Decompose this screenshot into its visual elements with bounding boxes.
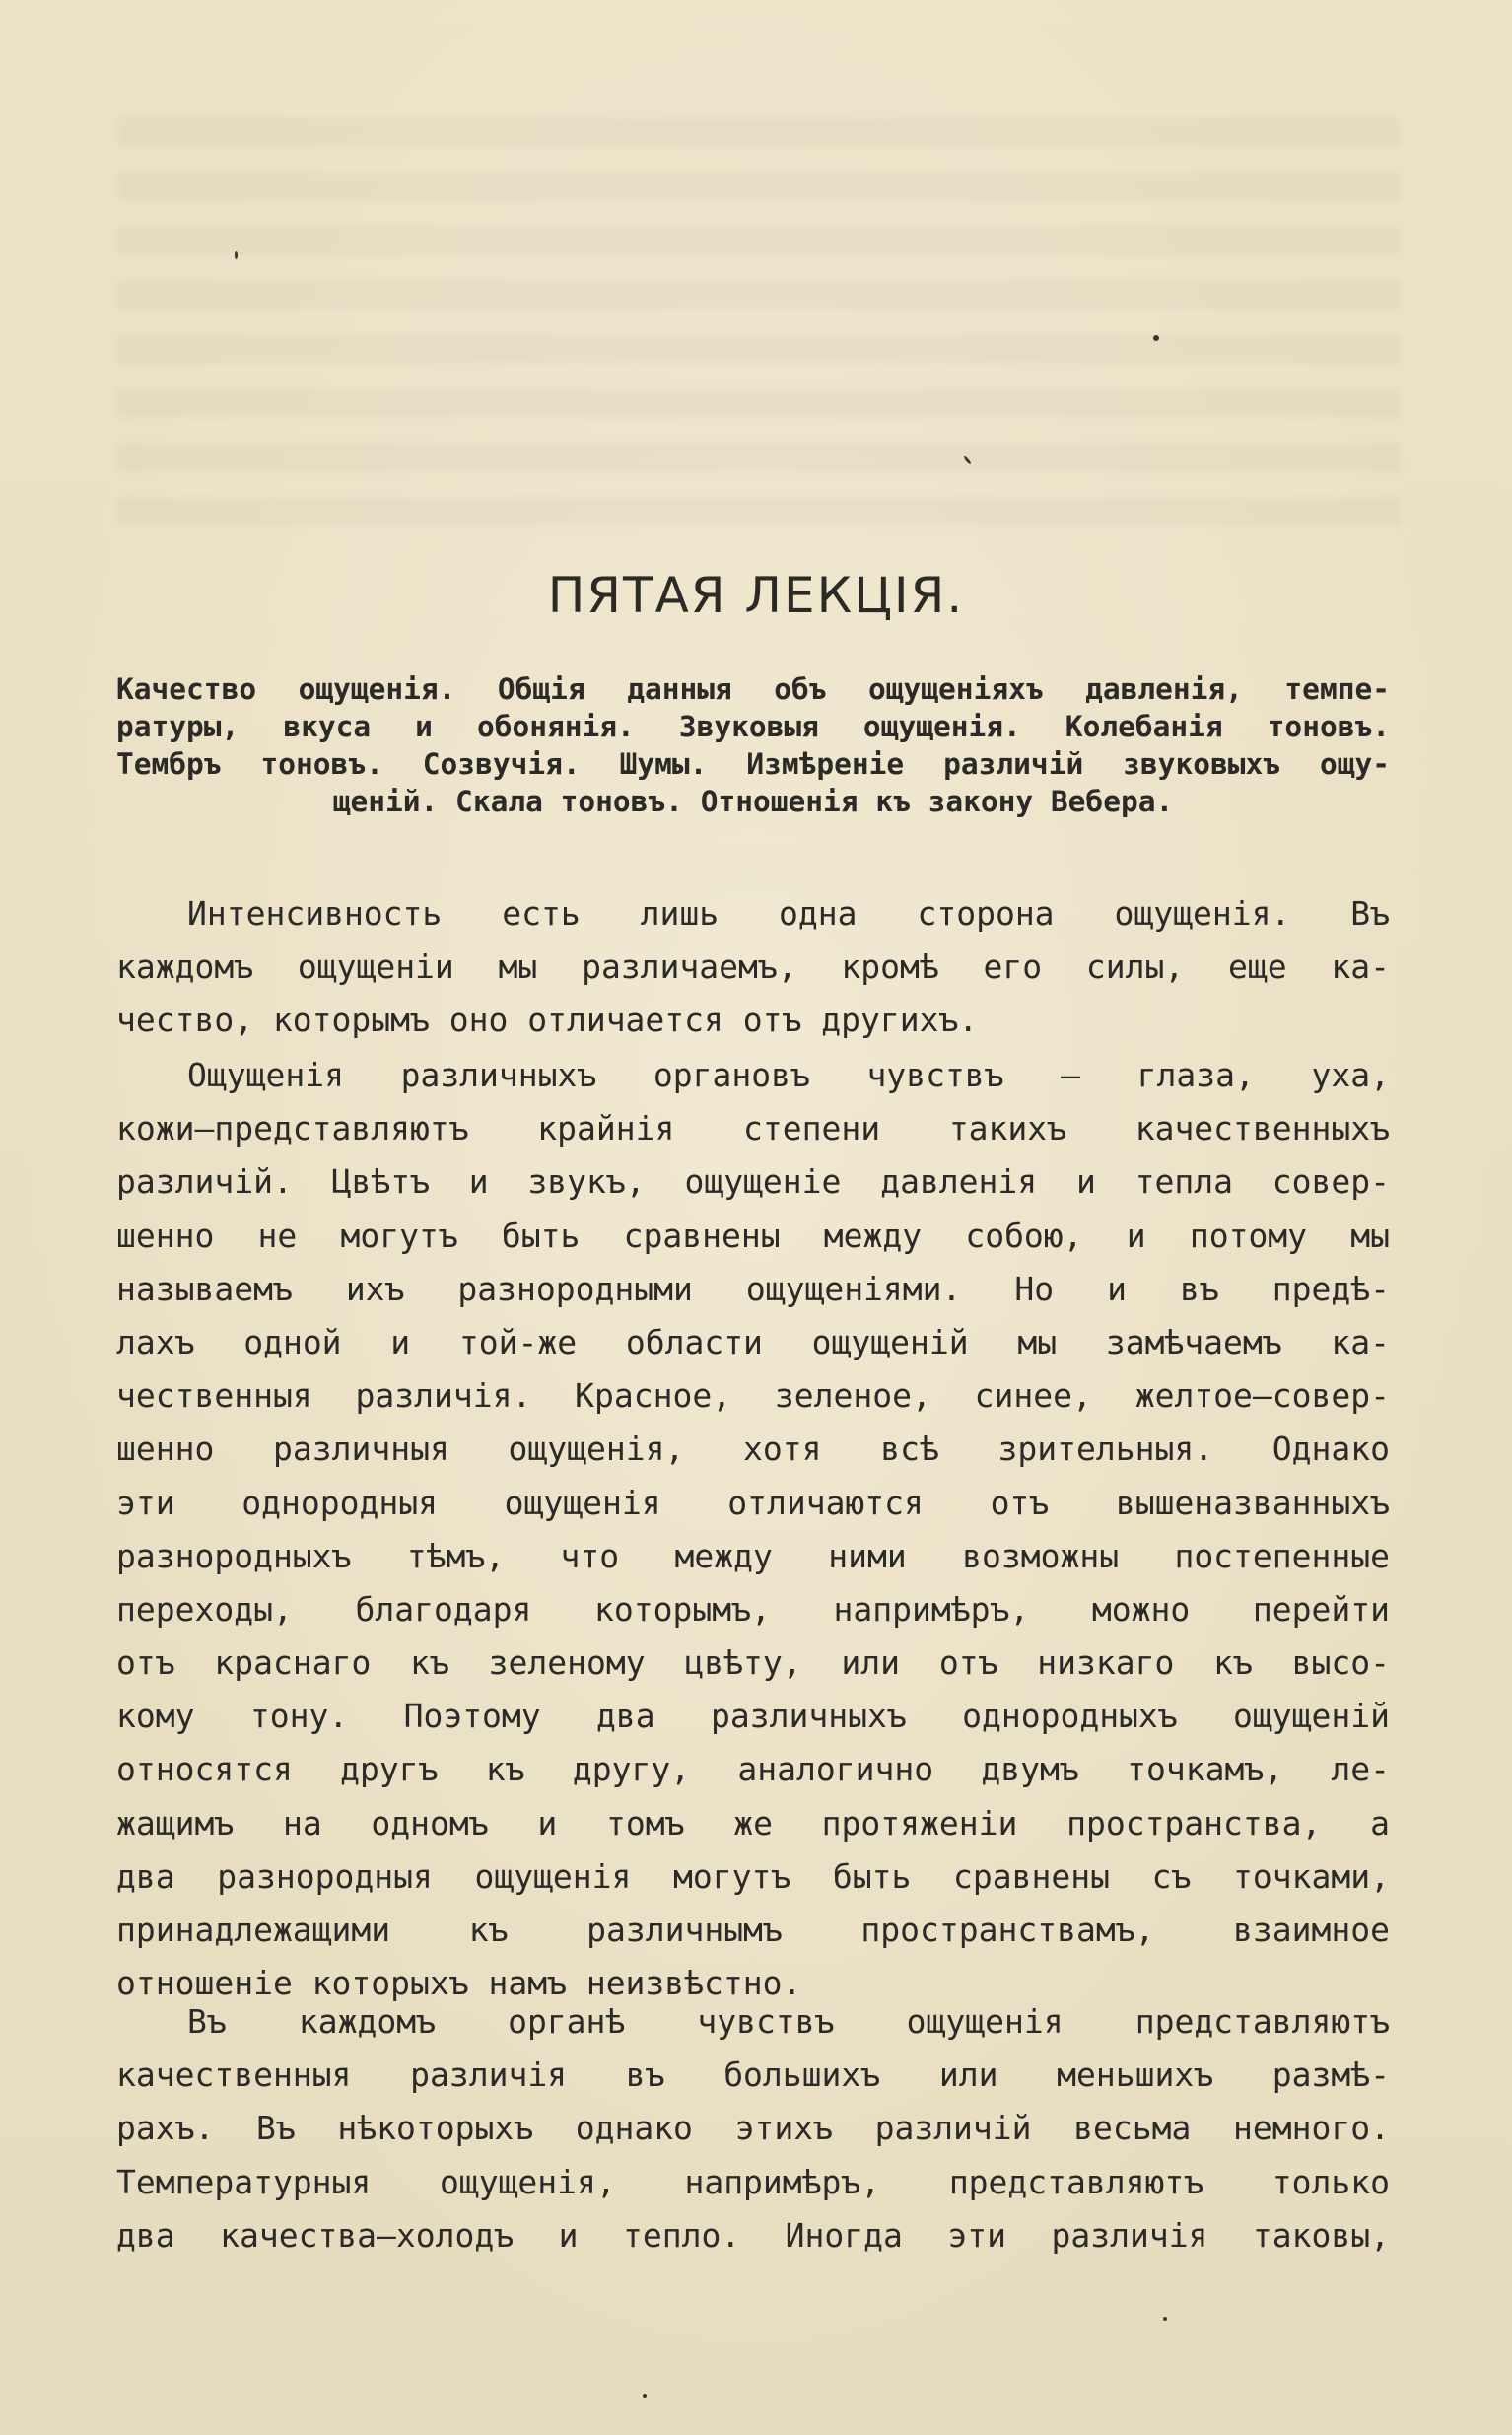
text-line: два разнородныя ощущенія могутъ быть сравнены съ точками, <box>116 1856 1390 1896</box>
text-line: Температурныя ощущенія, напримѣръ, представляютъ только <box>116 2162 1390 2201</box>
text-line: два качества—холодъ и тепло. Иногда эти различія таковы, <box>116 2215 1390 2255</box>
bleed-through-line <box>118 118 1400 146</box>
bleed-through-line <box>118 444 1400 471</box>
bleed-through-line <box>118 389 1400 417</box>
text-line: лахъ одной и той-же области ощущеній мы замѣчаемъ ка- <box>116 1322 1390 1361</box>
text-line: отношеніе которыхъ намъ неизвѣстно. <box>116 1964 802 2003</box>
text-line: Интенсивность есть лишь одна сторона ощущенія. Въ <box>187 894 1390 933</box>
chapter-title: ПЯТАЯ ЛЕКЦІЯ. <box>547 567 965 624</box>
text-line: Ощущенія различныхъ органовъ чувствъ — глаза, уха, <box>187 1056 1390 1094</box>
scan-speck <box>1153 335 1159 341</box>
text-line: эти однородныя ощущенія отличаются отъ вышеназванныхъ <box>116 1483 1390 1522</box>
summary-line: ратуры, вкуса и обонянія. Звуковыя ощущенія. Колебанія тоновъ. <box>116 710 1390 743</box>
text-line: чественныя различія. Красное, зеленое, синее, желтое—совер- <box>116 1376 1390 1416</box>
text-line: шенно различныя ощущенія, хотя всѣ зрительныя. Однако <box>116 1429 1390 1469</box>
text-line: каждомъ ощущеніи мы различаемъ, кромѣ его силы, еще ка- <box>116 947 1390 987</box>
summary-line: щеній. Скала тоновъ. Отношенія къ закону Вебера. <box>332 785 1174 818</box>
text-line: чество, которымъ оно отличается отъ другихъ. <box>116 1001 979 1040</box>
bleed-through-line <box>118 498 1400 525</box>
summary-line: Качество ощущенія. Общія данныя объ ощущеніяхъ давленія, темпе- <box>116 672 1390 706</box>
text-line: принадлежащими къ различнымъ пространствамъ, взаимное <box>116 1911 1390 1949</box>
text-line: качественныя различія въ большихъ или меньшихъ размѣ- <box>116 2055 1390 2095</box>
paragraph-3 <box>116 1995 1390 2262</box>
text-line: отъ краснаго къ зеленому цвѣту, или отъ низкаго къ высо- <box>116 1643 1390 1683</box>
text-line: жащимъ на одномъ и томъ же протяженіи пространства, а <box>116 1803 1390 1843</box>
text-line: называемъ ихъ разнородными ощущеніями. Но и въ предѣ- <box>116 1269 1390 1308</box>
text-line: переходы, благодаря которымъ, напримѣръ, можно перейти <box>116 1589 1390 1629</box>
text-line: относятся другъ къ другу, аналогично двумъ точкамъ, ле- <box>116 1750 1390 1789</box>
chapter-summary <box>116 670 1390 820</box>
text-line: разнородныхъ тѣмъ, что между ними возможны постепенные <box>116 1536 1390 1575</box>
text-line: кому тону. Поэтому два различныхъ однородныхъ ощущеній <box>116 1697 1390 1736</box>
text-line: кожи—представляютъ крайнія степени такихъ качественныхъ <box>116 1109 1390 1148</box>
text-line: рахъ. Въ нѣкоторыхъ однако этихъ различій весьма немного. <box>116 2109 1390 2148</box>
bleed-through-line <box>118 227 1400 254</box>
text-line: различій. Цвѣтъ и звукъ, ощущеніе давленія и тепла совер- <box>116 1162 1390 1202</box>
bleed-through-line <box>118 281 1400 309</box>
scan-speck <box>235 251 238 259</box>
summary-line: Тембръ тоновъ. Созвучія. Шумы. Измѣреніе различій звуковыхъ ощу- <box>116 747 1390 781</box>
scan-speck <box>643 2394 647 2398</box>
bleed-through-line <box>118 173 1400 200</box>
paragraph-1 <box>116 887 1390 1048</box>
text-line: шенно не могутъ быть сравнены между собою, и потому мы <box>116 1216 1390 1255</box>
paragraph-2 <box>116 1049 1390 2010</box>
bleed-through-line <box>118 335 1400 363</box>
scan-speck <box>1163 2317 1167 2321</box>
text-line: Въ каждомъ органѣ чувствъ ощущенія представляютъ <box>187 2002 1390 2041</box>
